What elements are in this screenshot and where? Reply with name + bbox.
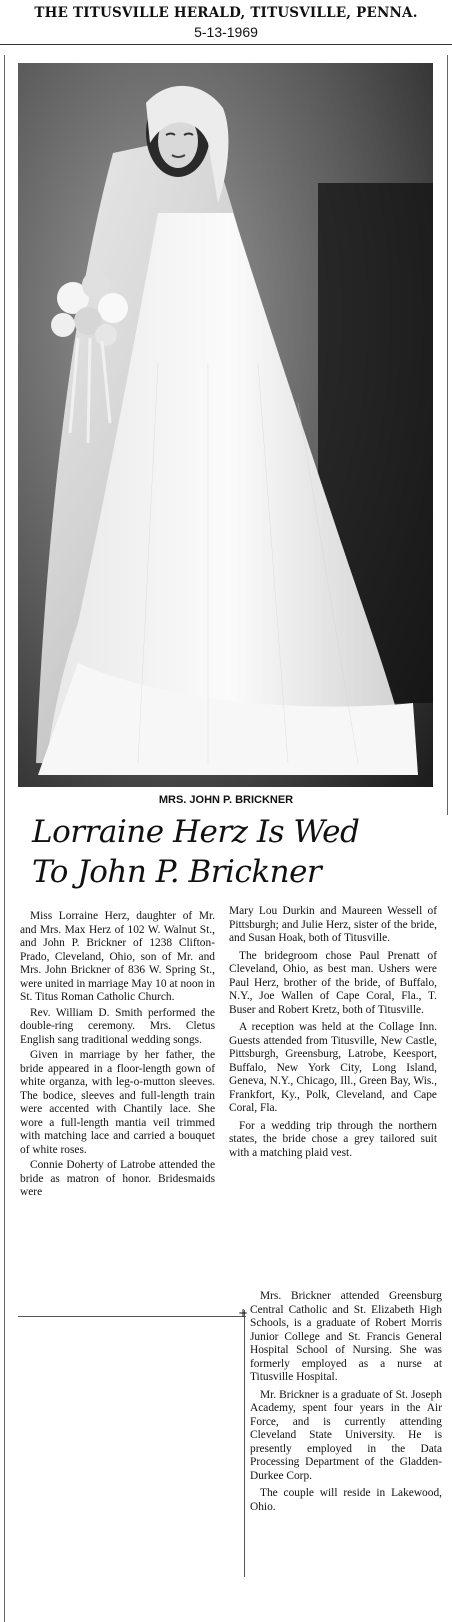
paragraph: Mrs. Brickner attended Greensburg Central Catholic and St. Elizabeth High Schools, is a graduate of Robert Morris Junior College and St. Francis General Hospital School of Nursing. She was formerly employed as a nurse at Titusville Hospital.	[250, 1290, 442, 1383]
article-column-2	[229, 905, 437, 1164]
article-headline	[32, 812, 432, 892]
publication-date: 5-13-1969	[194, 24, 258, 40]
paragraph: Connie Doherty of Latrobe attended the bride as matron of honor. Bridesmaids were	[20, 1159, 215, 1198]
newspaper-name: THE TITUSVILLE HERALD, TITUSVILLE, PENNA.	[34, 5, 418, 21]
paragraph: For a wedding trip through the northern states, the bride chose a grey tailored suit with a matching plaid vest.	[229, 1119, 437, 1159]
right-column-rule	[447, 55, 448, 815]
paragraph: A reception was held at the Collage Inn. Guests attended from Titusville, New Castle, Pittsburgh, Greensburg, Latrobe, Keesport, Buffalo, New York City, Long Island, Geneva, N.Y., Chicago, Ill., Green Bay, Wis., Frankfort, Ky., Polk, Cleveland, and Cape Coral, Fla.	[229, 1021, 437, 1114]
paragraph: Given in marriage by her father, the bride appeared in a floor-length gown of white organza, with leg-o-mutton sleeves. The bodice, sleeves and full-length train were accented with Chantily lace. She wore a full-length mantia veil trimmed with matching lace and carried a bouquet of white roses.	[20, 1049, 215, 1156]
paragraph: Rev. William D. Smith performed the double-ring ceremony. Mrs. Cletus English sang traditional wedding songs.	[20, 1006, 215, 1046]
rule-junction-mark: +	[238, 1306, 249, 1320]
paragraph: Mr. Brickner is a graduate of St. Joseph Academy, spent four years in the Air Force, and is currently attending Cleveland State University. He is presently employed in the Data Processing Department of the Gladden-Durkee Corp.	[250, 1388, 442, 1482]
photo-caption: MRS. JOHN P. BRICKNER	[158, 794, 294, 806]
headline-line-1: Lorraine Herz Is Wed	[32, 814, 360, 850]
paragraph: The couple will reside in Lakewood, Ohio.	[250, 1487, 442, 1513]
paragraph-continued: Mary Lou Durkin and Maureen Wessell of Pittsburgh; and Julie Herz, sister of the bride, and Susan Hoak, both of Titusville.	[229, 905, 437, 944]
left-column-rule	[4, 55, 5, 1622]
column-divider-horizontal	[18, 1316, 246, 1317]
headline-line-2: To John P. Brickner	[32, 854, 322, 890]
masthead-rule	[0, 44, 452, 45]
column-divider-vertical	[244, 1310, 245, 1577]
bride-photo	[18, 63, 433, 787]
paragraph: Miss Lorraine Herz, daughter of Mr. and Mrs. Max Herz of 102 W. Walnut St., and John P. Brickner of 1238 Clifton-Prado, Cleveland, Ohio, son of Mr. and Mrs. John Brickner of 836 W. Spring St., were united in marriage May 10 at noon in St. Titus Roman Catholic Church.	[20, 910, 215, 1003]
article-column-1	[20, 910, 215, 1202]
bride-photo-illustration	[18, 63, 433, 787]
paragraph: The bridegroom chose Paul Prenatt of Cleveland, Ohio, as best man. Ushers were Paul Herz, brother of the bride, of Buffalo, N.Y., Joe Wallen of Cape Coral, Fla., T. Buser and Robert Kretz, both of Titusville.	[229, 949, 437, 1016]
masthead	[0, 0, 452, 44]
article-column-3	[250, 1290, 442, 1518]
